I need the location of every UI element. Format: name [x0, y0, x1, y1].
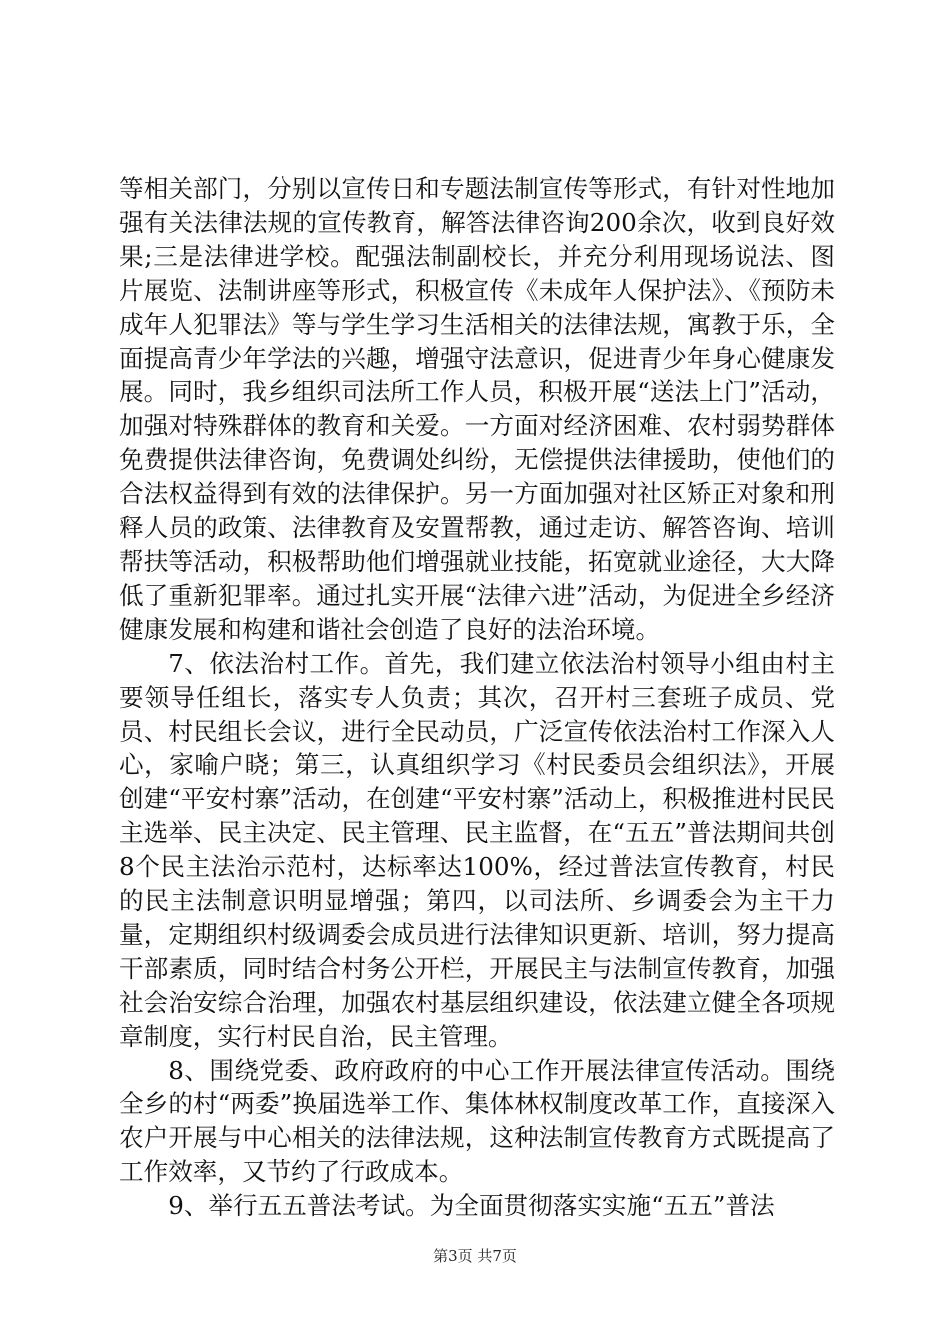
paragraph-item-8: 8、围绕党委、政府政府的中心工作开展法律宣传活动。围绕全乡的村“两委”换届选举工作、集体林权制度改革工作，直接深入农户开展与中心相关的法律法规，这种法制宣传教育方式既提高了工作效率，又节约了行政成本。 [119, 1055, 835, 1187]
paragraph-item-7: 7、依法治村工作。首先，我们建立依法治村领导小组由村主要领导任组长，落实专人负责；其次，召开村三套班子成员、党员、村民组长会议，进行全民动员，广泛宣传依法治村工作深入人心，家喻户晓；第三，认真组织学习《村民委员会组织法》，开展创建“平安村寨”活动，在创建“平安村寨”活动上，积极推进村民民主选举、民主决定、民主管理、民主监督，在“五五”普法期间共创8个民主法治示范村，达标率达100%，经过普法宣传教育，村民的民主法制意识明显增强；第四，以司法所、乡调委会为主干力量，定期组织村级调委会成员进行法律知识更新、培训，努力提高干部素质，同时结合村务公开栏，开展民主与法制宣传教育，加强社会治安综合治理，加强农村基层组织建设，依法建立健全各项规章制度，实行村民自治，民主管理。 [119, 648, 835, 1051]
page-number-footer: 第3页 共7页 [433, 1247, 517, 1265]
body-text [119, 172, 835, 1223]
paragraph-item-9: 9、举行五五普法考试。为全面贯彻落实实施“五五”普法 [168, 1191, 775, 1221]
paragraph-continuation: 等相关部门，分别以宣传日和专题法制宣传等形式，有针对性地加强有关法律法规的宣传教育，解答法律咨询200余次，收到良好效果;三是法律进学校。配强法制副校长，并充分利用现场说法、图片展览、法制讲座等形式，积极宣传《未成年人保护法》、《预防未成年人犯罪法》等与学生学习生活相关的法律法规，寓教于乐，全面提高青少年学法的兴趣，增强守法意识，促进青少年身心健康发展。同时，我乡组织司法所工作人员，积极开展“送法上门”活动，加强对特殊群体的教育和关爱。一方面对经济困难、农村弱势群体免费提供法律咨询，免费调处纠纷，无偿提供法律援助，使他们的合法权益得到有效的法律保护。另一方面加强对社区矫正对象和刑释人员的政策、法律教育及安置帮教，通过走访、解答咨询、培训帮扶等活动，积极帮助他们增强就业技能，拓宽就业途径，大大降低了重新犯罪率。通过扎实开展“法律六进”活动，为促进全乡经济健康发展和构建和谐社会创造了良好的法治环境。 [119, 174, 835, 644]
